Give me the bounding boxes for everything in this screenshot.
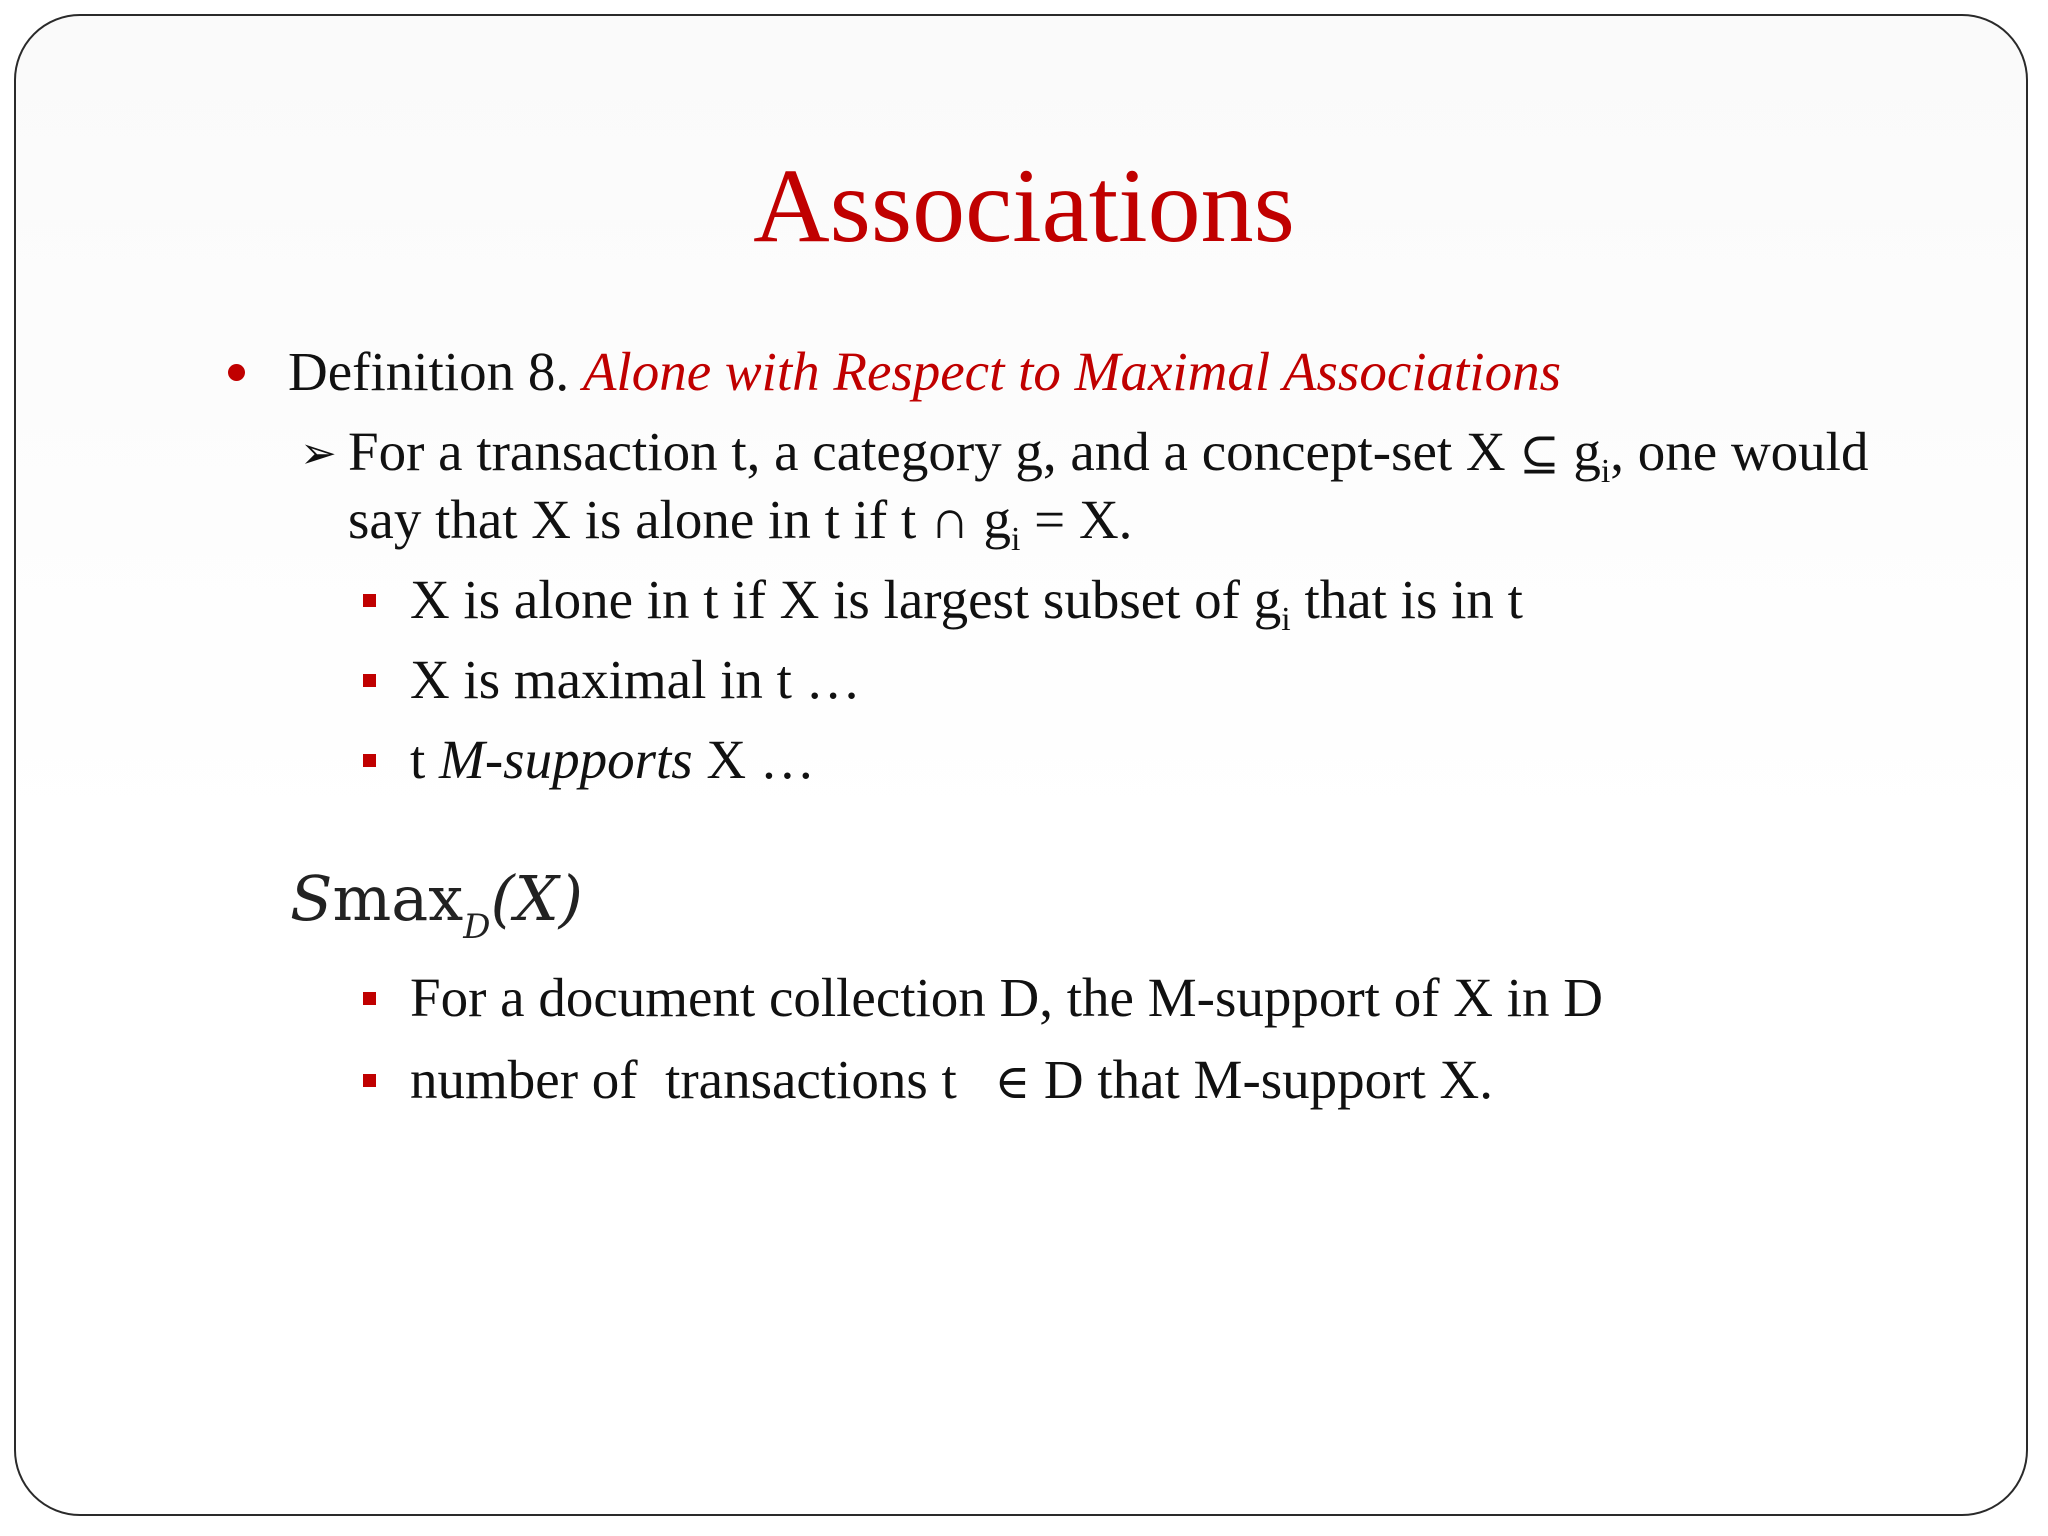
item-3-text-a: t [410,729,440,790]
formula-max: max [332,862,464,935]
element-symbol: ∈ [994,1054,1031,1110]
item-5-text-a: number of transactions t [410,1049,971,1110]
item-1-text-b: that is in t [1290,569,1523,630]
square-bullet-icon [363,754,376,767]
formula-sub-d: D [463,907,491,947]
subset-symbol: ⊆ [1519,426,1560,482]
item-5 [410,1048,1493,1111]
formula-smax [290,862,583,947]
sub-point-text-b: g [1573,421,1601,482]
item-1-text-a: X is alone in t if X is largest subset of g [410,569,1282,630]
bullet-dot [228,364,245,381]
item-3 [410,728,815,791]
sub-point-line-2 [348,488,1132,559]
subscript-i: i [1600,453,1611,490]
sub-point-text-c: , one would [1610,421,1869,482]
square-bullet-icon [363,1074,376,1087]
square-bullet-icon [363,594,376,607]
sub-point-line-1 [348,420,1868,491]
item-3-italic: M-supports [439,729,693,790]
formula-arg: (X) [490,862,583,935]
item-3-text-b: X … [692,729,815,790]
definition-label: Definition 8. [288,341,570,402]
item-2: X is maximal in t … [410,649,861,710]
square-bullet-icon [363,992,376,1005]
definition-name: Alone with Respect to Maximal Associations [582,341,1561,402]
slide-title: Associations [753,147,1295,264]
subscript-i: i [1010,521,1021,558]
sub-point-line2-text-b: = X. [1020,489,1133,550]
square-bullet-icon [363,674,376,687]
formula-s: S [290,862,333,935]
sub-point-line2-text-a: say that X is alone in t if t ∩ g [348,489,1011,550]
arrow-bullet-icon: ➢ [300,429,337,478]
sub-point-text-a: For a transaction t, a category g, and a concept-set X [348,421,1506,482]
subscript-i: i [1281,601,1291,638]
item-1 [410,568,1523,639]
definition-line [288,340,1561,403]
item-4: For a document collection D, the M-support of X in D [410,967,1603,1028]
item-5-text-b: D that M-support X. [1030,1049,1493,1110]
